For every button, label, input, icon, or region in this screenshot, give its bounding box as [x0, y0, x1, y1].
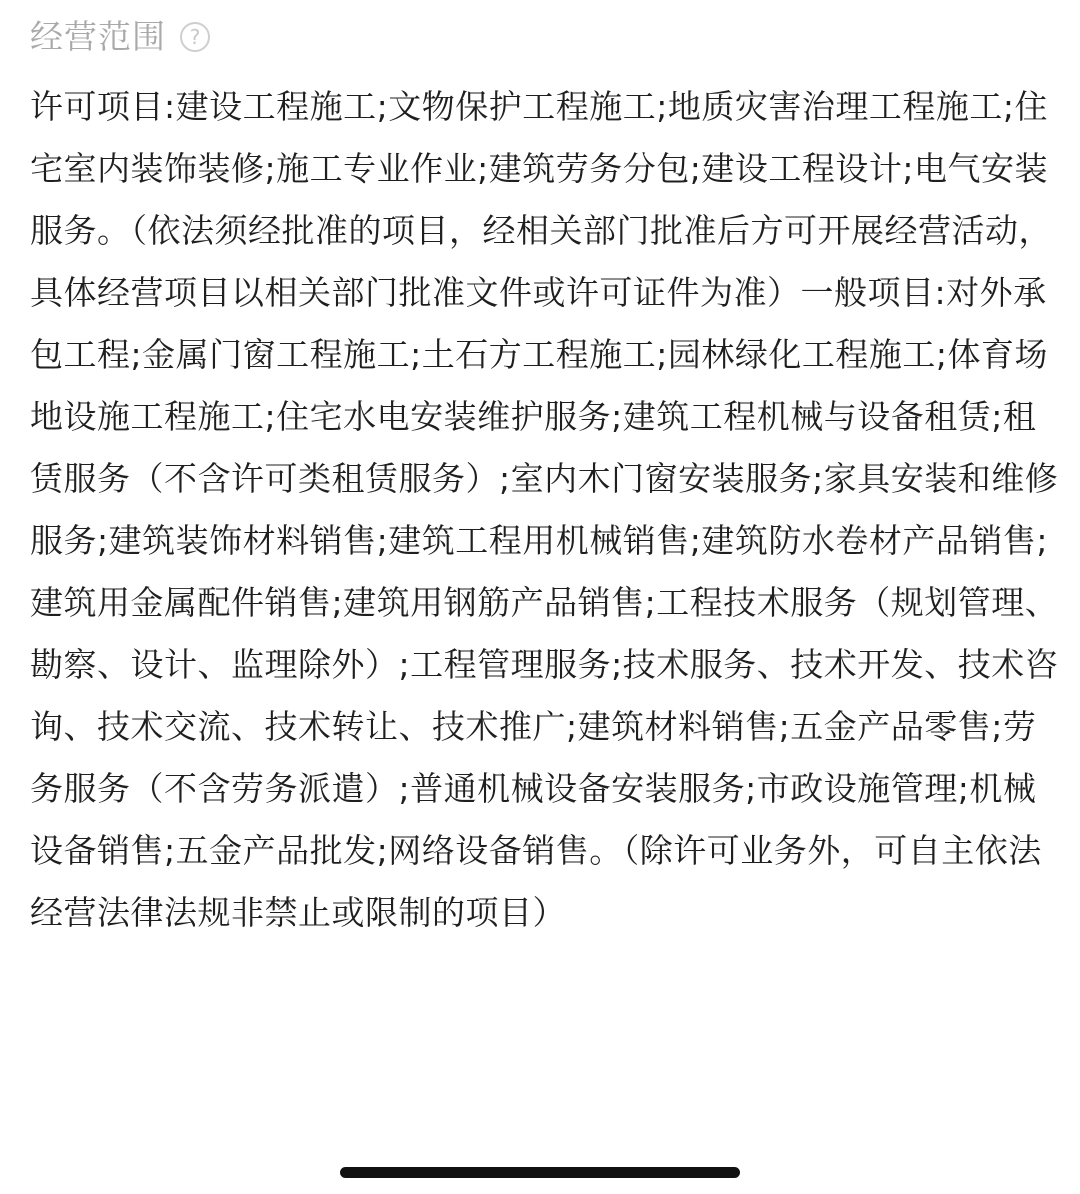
business-scope-section — [30, 10, 1060, 944]
section-title: 经营范围 — [30, 17, 166, 56]
business-scope-text: 许可项目:建设工程施工;文物保护工程施工;地质灾害治理工程施工;住宅室内装饰装修;施工专业作业;建筑劳务分包;建设工程设计;电气安装服务。（依法须经批准的项目，经相关部门批准后方可开展经营活动，具体经营项目以相关部门批准文件或许可证件为准）一般项目:对外承包工程;金属门窗工程施工;土石方工程施工;园林绿化工程施工;体育场地设施工程施工;住宅水电安装维护服务;建筑工程机械与设备租赁;租赁服务（不含许可类租赁服务）;室内木门窗安装服务;家具安装和维修服务;建筑装饰材料销售;建筑工程用机械销售;建筑防水卷材产品销售;建筑用金属配件销售;建筑用钢筋产品销售;工程技术服务（规划管理、勘察、设计、监理除外）;工程管理服务;技术服务、技术开发、技术咨询、技术交流、技术转让、技术推广;建筑材料销售;五金产品零售;劳务服务（不含劳务派遣）;普通机械设备安装服务;市政设施管理;机械设备销售;五金产品批发;网络设备销售。（除许可业务外，可自主依法经营法律法规非禁止或限制的项目） — [30, 87, 1059, 932]
section-header — [30, 10, 1060, 64]
home-indicator[interactable] — [340, 1167, 740, 1178]
help-icon[interactable]: ? — [180, 22, 210, 52]
